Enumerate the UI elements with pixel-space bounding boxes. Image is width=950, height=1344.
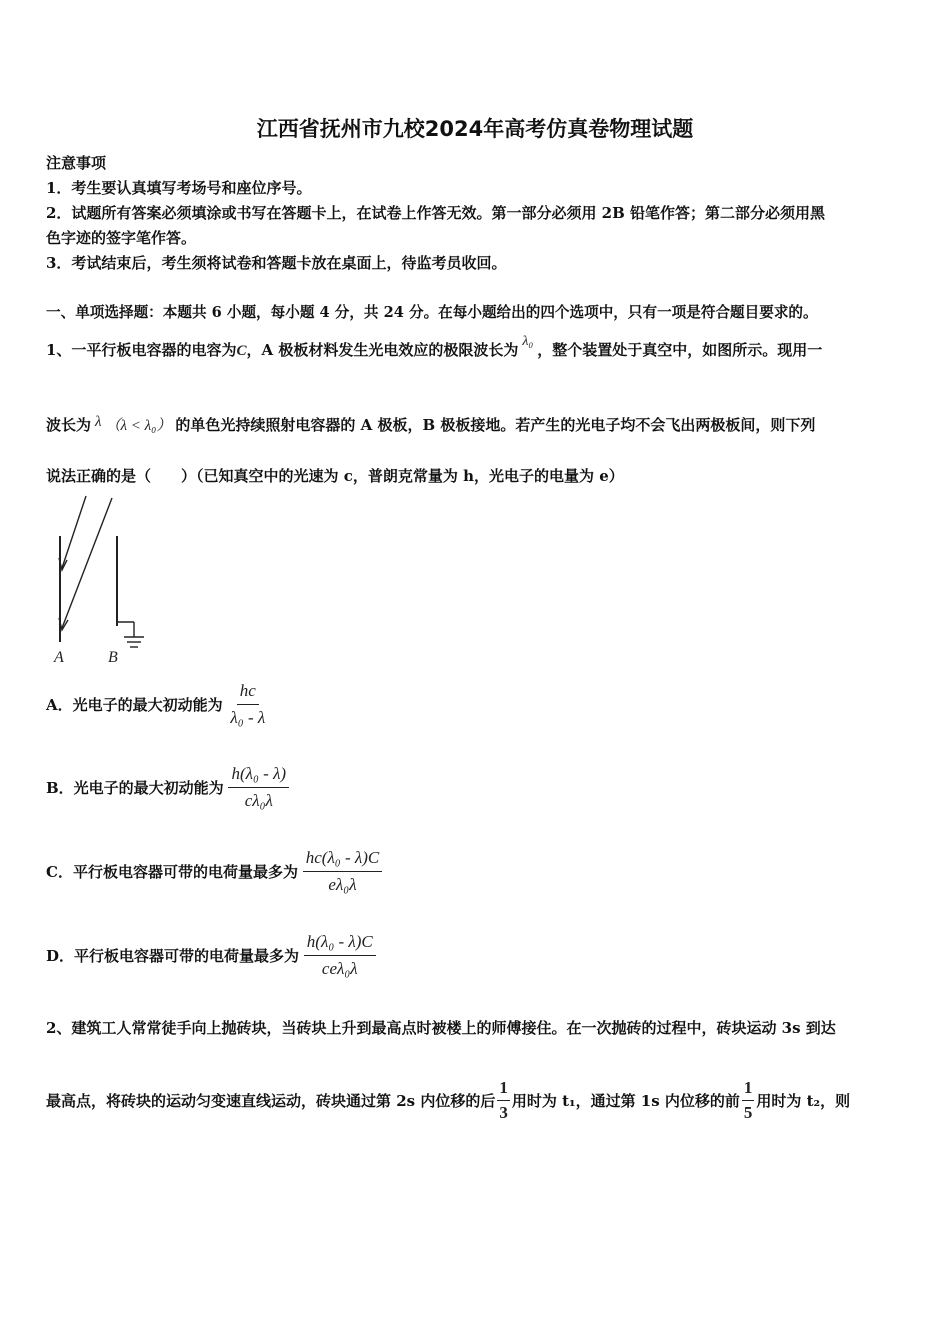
section-heading: 一、单项选择题：本题共 6 小题，每小题 4 分，共 24 分。在每小题给出的四个选项中，只有一项是符合题目要求的。: [46, 304, 818, 321]
q1-text-d: 波长为: [46, 416, 92, 434]
fraction-one-fifth: [742, 1078, 755, 1123]
option-c-numerator: hc(λ₀ - λ)C: [303, 847, 383, 872]
fraction-one-third-num: 1: [497, 1078, 510, 1101]
label-b: B: [108, 649, 118, 666]
fraction-one-fifth-num: 1: [742, 1078, 755, 1101]
light-ray-2: [62, 498, 112, 628]
option-b-formula: [228, 763, 289, 812]
page-title: 江西省抚州市九校2024年高考仿真卷物理试题: [256, 117, 694, 141]
notice-item-2: 2．试题所有答案必须填涂或书写在答题卡上，在试卷上作答无效。第一部分必须用 2B 铅笔作答；第二部分必须用黑: [46, 204, 826, 222]
option-b-numerator: h(λ₀ - λ): [228, 763, 289, 788]
fraction-one-third-den: 3: [499, 1103, 508, 1122]
option-c: [46, 847, 382, 896]
option-a-formula: [227, 680, 268, 729]
notice-item-3: 3．考试结束后，考生须将试卷和答题卡放在桌面上，待监考员收回。: [46, 254, 507, 272]
light-ray-1: [62, 496, 86, 568]
notice-heading: 注意事项: [46, 154, 107, 172]
option-d-numerator: h(λ₀ - λ)C: [304, 931, 376, 956]
option-a-text: A．光电子的最大初动能为: [46, 696, 223, 714]
lambda-symbol: λ: [95, 414, 102, 430]
option-b-text: B．光电子的最大初动能为: [46, 779, 224, 797]
lambda0-symbol: λ₀: [522, 334, 534, 349]
option-c-denominator: eλ₀λ: [328, 875, 357, 894]
notice-item-1: 1．考生要认真填写考场号和座位序号。: [46, 179, 312, 197]
capacitor-figure: [46, 492, 156, 672]
q2-line1: 2、建筑工人常常徒手向上抛砖块，当砖块上升到最高点时被楼上的师傅接住。在一次抛砖的过程中，砖块运动 3s 到达: [46, 1019, 836, 1037]
fraction-one-fifth-den: 5: [743, 1103, 753, 1122]
option-b-denominator: cλ₀λ: [244, 791, 273, 810]
option-c-text: C．平行板电容器可带的电荷量最多为: [46, 863, 298, 881]
option-c-formula: [303, 847, 383, 896]
q1-line1: [46, 334, 823, 360]
q2-line2: [46, 1078, 850, 1123]
lambda-condition: （λ < λ₀）: [105, 418, 172, 434]
label-a: A: [54, 649, 64, 666]
q2-text-c: 用时为 t₂，则: [756, 1092, 851, 1110]
option-d-denominator: ceλ₀λ: [321, 959, 358, 978]
q1-text-b: ，A 极板材料发生光电效应的极限波长为: [246, 341, 519, 359]
option-a-denominator: λ₀ - λ: [230, 708, 266, 727]
fraction-one-third: [497, 1078, 510, 1123]
q1-text-a: 1、一平行板电容器的电容为: [46, 341, 237, 359]
q1-text-e: 的单色光持续照射电容器的 A 极板，B 极板接地。若产生的光电子均不会飞出两极板间，则下列: [175, 416, 816, 434]
q1-line3: 说法正确的是（ ）（已知真空中的光速为 c，普朗克常量为 h，光电子的电量为 e）: [46, 467, 624, 485]
q1-line2: [46, 414, 815, 435]
notice-item-2-cont: 色字迹的签字笔作答。: [46, 229, 197, 247]
q2-text-b: 用时为 t₁，通过第 1s 内位移的前: [511, 1092, 740, 1110]
q2-text-a: 最高点，将砖块的运动匀变速直线运动，砖块通过第 2s 内位移的后: [46, 1092, 496, 1110]
option-d-formula: [304, 931, 376, 980]
option-a: [46, 680, 268, 729]
capacitance-symbol: C: [236, 343, 247, 359]
option-b: [46, 763, 289, 812]
option-a-numerator: hc: [237, 680, 259, 705]
option-d: [46, 931, 376, 980]
option-d-text: D．平行板电容器可带的电荷量最多为: [46, 947, 300, 965]
q1-text-c: ，整个装置处于真空中，如图所示。现用一: [537, 341, 823, 359]
